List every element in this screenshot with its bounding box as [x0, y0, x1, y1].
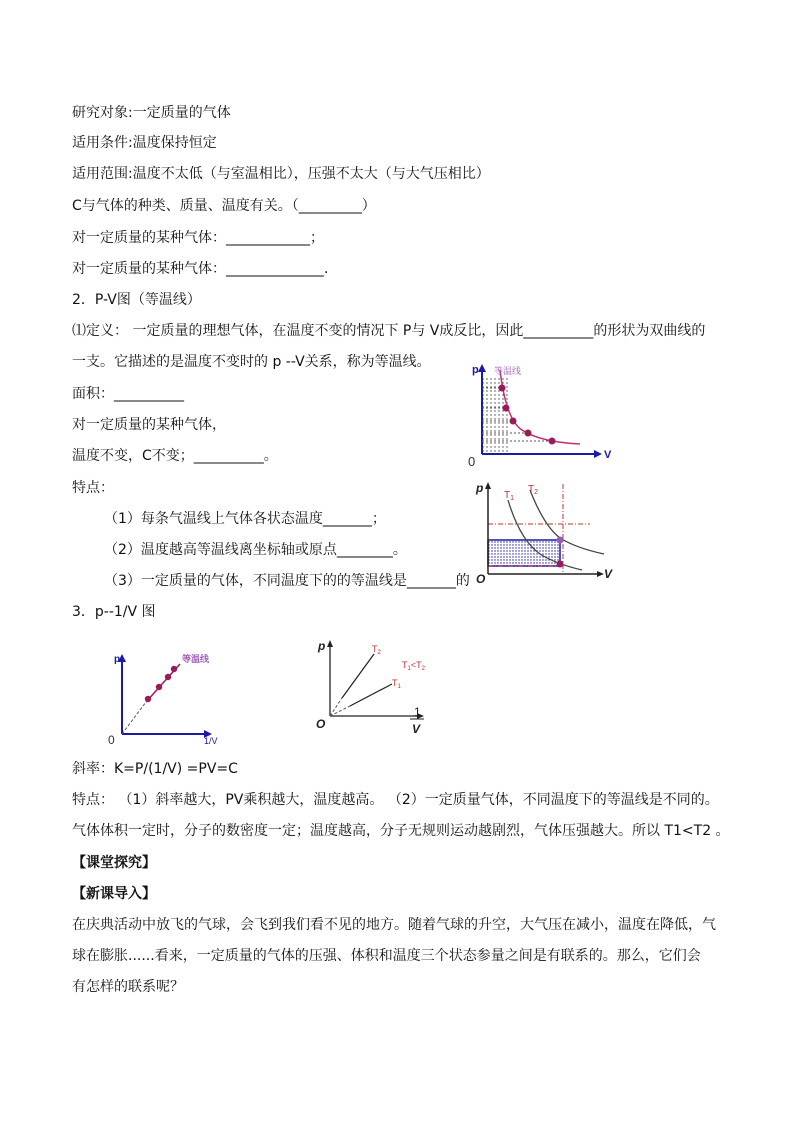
section-p-1v-heading: 3．p--1/V 图	[72, 604, 156, 620]
state-point	[557, 561, 564, 568]
t1-label: $T_1$	[504, 490, 515, 502]
y-arrow-icon	[478, 364, 486, 372]
origin-label: O	[316, 717, 326, 731]
line-conditions: 适用条件:温度保持恒定	[72, 135, 217, 151]
y-axis-label: p	[318, 639, 326, 653]
line-intro-3: 有怎样的联系呢？	[72, 979, 184, 995]
line-t2	[342, 654, 374, 698]
line-features-2: 特点： （1）斜率越大，PV乘积越大，温度越高。 （2）一定质量气体，不同温度下的等温线是不同的。	[72, 792, 719, 808]
y-axis-label: p	[476, 481, 484, 495]
y-arrow-icon	[485, 482, 491, 489]
state-point	[549, 438, 556, 445]
x-arrow-icon	[597, 571, 604, 577]
relation-label: $T_1<T_2$	[402, 660, 425, 672]
state-point	[557, 537, 564, 544]
shaded-region	[488, 540, 560, 566]
x-axis-label: V	[604, 567, 613, 581]
line-definition-2: 一支。它描述的是温度不变时的 p --V关系，称为等温线。	[72, 354, 431, 370]
origin-label: 0	[108, 733, 115, 746]
x-axis-numerator: 1	[414, 705, 421, 719]
figure-two-isotherms	[470, 478, 620, 590]
line-feature-1: （1）每条气温线上气体各状态温度_______；	[104, 511, 386, 527]
line-intro-1: 在庆典活动中放飞的气球，会飞到我们看不见的地方。随着气球的升空，大气压在减小，温度在降低，气	[72, 917, 716, 933]
state-point	[171, 666, 177, 672]
figure-p-1v-temperatures	[310, 634, 440, 740]
t2-label: $T_2$	[528, 484, 539, 496]
line-intro-2: 球在膨胀......看来，一定质量的气体的压强、体积和温度三个状态参量之间是有联系的。那么，它们会	[72, 948, 701, 964]
line-gas-1: 对一定质量的某种气体：____________；	[72, 230, 324, 246]
state-point	[525, 430, 532, 437]
line-scope: 适用范围:温度不太低（与室温相比），压强不太大（与大气压相比）	[72, 166, 490, 182]
isotherm-label: 等温线	[494, 366, 522, 376]
line-feature-2: （2）温度越高等温线离坐标轴或原点________。	[104, 542, 407, 558]
line-t1	[350, 684, 392, 706]
isotherm-label: 等温线	[182, 654, 210, 664]
line-feature-3: （3）一定质量的气体，不同温度下的的等温线是_______的	[104, 573, 470, 589]
x-axis-label: 1/V	[204, 736, 218, 746]
line-features: 特点：	[72, 480, 114, 496]
line-gas-2: 对一定质量的某种气体：______________.	[72, 261, 329, 277]
x-axis-denominator: V	[412, 722, 421, 736]
heading-class-inquiry: 【课堂探究】	[72, 855, 156, 871]
x-arrow-icon	[594, 450, 602, 458]
state-point	[145, 696, 151, 702]
isotherm-dashed	[122, 702, 146, 734]
heading-new-lesson: 【新课导入】	[72, 886, 156, 902]
line-area: 面积：__________	[72, 386, 184, 402]
line-temp-constant: 温度不变，C不变；__________。	[72, 448, 278, 464]
t2-label: $T_2$	[372, 644, 381, 656]
line-research-object: 研究对象:一定质量的气体	[72, 105, 231, 121]
t1-label: $T_1$	[392, 678, 401, 690]
line-gas-3: 对一定质量的某种气体，	[72, 417, 226, 433]
figure-p-1v-isotherm	[104, 646, 224, 746]
y-arrow-icon	[327, 640, 333, 647]
line-explanation: 气体体积一定时，分子的数密度一定；温度越高，分子无规则运动越剧烈，气体压强越大。所以 T1<T2 。	[72, 823, 730, 839]
state-point	[499, 385, 506, 392]
line-c-depends: C与气体的种类、质量、温度有关。（_________）	[72, 198, 376, 214]
state-point	[165, 674, 171, 680]
state-point	[503, 405, 510, 412]
line-definition: ⑴定义： 一定质量的理想气体，在温度不变的情况下 P与 V成反比，因此__________的形状为双曲线的	[72, 323, 706, 339]
y-axis-label: p	[114, 654, 121, 665]
state-point	[510, 418, 517, 425]
line-slope: 斜率：K=P/(1/V) =PV=C	[72, 761, 238, 777]
y-axis-label: p	[472, 364, 479, 376]
origin-label: O	[476, 572, 486, 586]
origin-label: 0	[468, 454, 476, 469]
state-point	[156, 684, 162, 690]
x-axis-label: V	[604, 449, 612, 461]
figure-pv-isotherm	[462, 358, 622, 470]
section-pv-heading: 2．P-V图（等温线）	[72, 292, 201, 308]
